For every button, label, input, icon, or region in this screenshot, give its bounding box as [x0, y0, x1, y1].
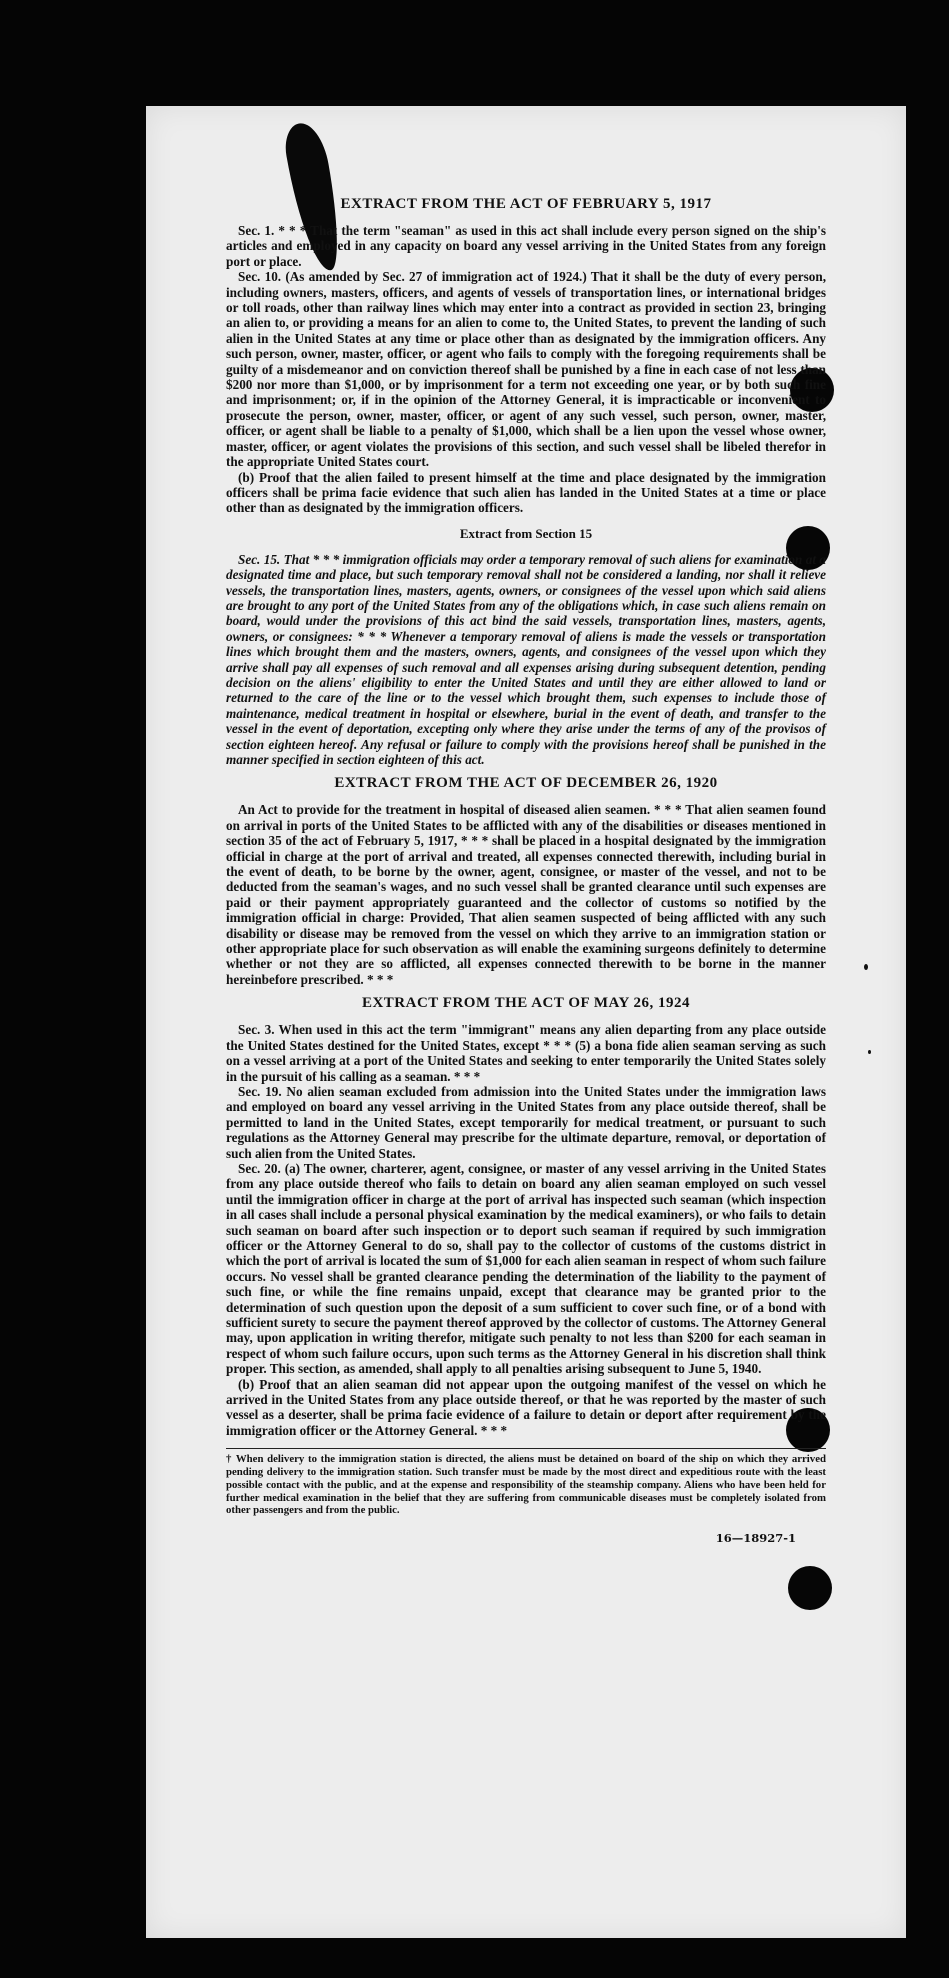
paragraph: (b) Proof that the alien failed to present himself at the time and place designated by the immigration officers shall be prima facie evidence that such alien has landed in the United States at a time or place other than as designated by the immigration officers. [226, 469, 826, 516]
section-act-1920 [226, 802, 826, 987]
paragraph: Sec. 1. * * * That the term "seaman" as used in this act shall include every person signed on the ship's articles and employed in any capacity on board any vessel arriving in the United States from any foreign port or place. [226, 223, 826, 269]
form-number: 16—18927-1 [715, 1531, 796, 1546]
section-15 [226, 552, 826, 768]
heading-act-1924: EXTRACT FROM THE ACT OF MAY 26, 1924 [361, 995, 691, 1012]
speck [864, 964, 868, 970]
paragraph: An Act to provide for the treatment in hospital of diseased alien seamen. * * * That alien seamen found on arrival in ports of the United States to be afflicted with any of the disabilities or diseases mentioned in section 35 of the act of February 5, 1917, * * * shall be placed in a hospital designated by the immigration official in charge at the port of arrival and treated, all expenses connected therewith, including burial in the event of death, to be borne by the owner, agent, consignee, or master of the vessel, and not to be deducted from the seaman's wages, and no such vessel shall be granted clearance until such expenses are paid or their payment appropriately guaranteed and the collector of customs so notified by the immigration official in charge: Provided, That alien seamen suspected of being afflicted with any such disability or disease may be removed from the vessel on which they arrive to an immigration station or other appropriate place for such observation as will enable the examining surgeons definitely to determine whether or not they are so afflicted, all expenses connected therewith to be borne in the manner hereinbefore prescribed. * * * [226, 802, 826, 987]
paragraph: Sec. 19. No alien seaman excluded from admission into the United States under the immigration laws and employed on board any vessel arriving in the United States from any place outside thereof, shall be permitted to land in the United States, except temporarily for medical treatment, or pursuant to such regulations as the Attorney General may prescribe for the ultimate departure, removal, or deportation of such alien from the United States. [226, 1083, 826, 1161]
heading-act-1917: EXTRACT FROM THE ACT OF FEBRUARY 5, 1917 [340, 196, 712, 212]
section-act-1917 [226, 223, 826, 516]
paragraph: Sec. 3. When used in this act the term "immigrant" means any alien departing from any place outside the United States destined for the United States, except * * * (5) a bona fide alien seaman serving as such on a vessel arriving at a port of the United States and seeking to enter temporarily the United States solely in the pursuit of his calling as a seaman. * * * [226, 1022, 826, 1084]
heading-section-15: Extract from Section 15 [459, 525, 593, 541]
paragraph: Sec. 20. (a) The owner, charterer, agent, consignee, or master of any vessel arriving in the United States from any place outside thereof who fails to detain on board any alien seaman employed on such vessel until the immigration officer in charge at the port of arrival has inspected such seaman (which inspection in all cases shall include a personal physical examination by the medical examiners), or who fails to detain such seaman on board after such inspection or to deport such seaman if required by such immigration officer or the Attorney General to do so, shall pay to the collector of customs of the customs district in which the port of arrival is located the sum of $1,000 for each alien seaman in respect of whom such failure occurs. No vessel shall be granted clearance pending the determination of the liability to the payment of such fine, or while the fine remains unpaid, except that clearance may be granted prior to the determination of such question upon the deposit of a sum sufficient to cover such fine, or of a bond with sufficient surety to secure the payment thereof approved by the collector of customs. The Attorney General may, upon application in writing therefor, mitigate such penalty to not less than $200 for each seaman in respect of whom such failure occurs, upon such terms as the Attorney General in his discretion shall think proper. This section, as amended, shall apply to all penalties arising subsequent to June 5, 1940. [226, 1160, 826, 1377]
paragraph: Sec. 15. That * * * immigration officials may order a temporary removal of such aliens for examination at a designated time and place, but such temporary removal shall not be considered a landing, nor shall it relieve vessels, the transportation lines, masters, agents, owners, or consignees of the vessel upon which said aliens are brought to any port of the United States from any of the obligations which, in case such aliens remain on board, would under the provisions of this act bind the said vessels, transportation lines, masters, agents, owners, or consignees: * * * Whenever a temporary removal of aliens is made the vessels or transportation lines which brought them and the masters, owners, agents, and consignees of the vessel upon which they arrive shall pay all expenses of such removal and all expenses arising during subsequent detention, pending decision on the aliens' eligibility to enter the United States and until they are either allowed to land or returned to the care of the line or to the vessel which brought them, such expenses to include those of maintenance, medical treatment in hospital or elsewhere, burial in the event of death, and transfer to the vessel in the event of deportation, excepting only where they arise under the terms of any of the provisos of section eighteen hereof. Any refusal or failure to comply with the provisions hereof shall be punished in the manner specified in section eighteen of this act. [226, 551, 826, 767]
document-body [226, 196, 826, 1545]
heading-act-1920: EXTRACT FROM THE ACT OF DECEMBER 26, 1920 [334, 775, 718, 792]
punch-hole [788, 1566, 832, 1610]
section-act-1924 [226, 1022, 826, 1438]
speck [868, 1050, 871, 1054]
paragraph: Sec. 10. (As amended by Sec. 27 of immigration act of 1924.) That it shall be the duty of every person, including owners, masters, officers, and agents of vessels of transportation lines, or international bridges or toll roads, other than railway lines which may enter into a contract as provided in section 23, bringing an alien to, or providing a means for an alien to come to, the United States, to prevent the landing of such alien in the United States at any time or place other than as designated by the immigration officers. Any such person, owner, master, officer, or agent who fails to comply with the foregoing requirements shall be guilty of a misdemeanor and on conviction thereof shall be punished by a fine in each case of not less than $200 nor more than $1,000, or by imprisonment for a term not exceeding one year, or by both such fine and imprisonment; or, if in the opinion of the Attorney General, it is impracticable or inconvenient to prosecute the person, owner, master, officer, or agent of any such vessel, such person, owner, master, officer, or agent shall be liable to a penalty of $1,000, which shall be a lien upon the vessel whose owner, master, officer, or agent violates the provisions of this section, and such vessel shall be libeled therefor in the appropriate United States court. [226, 269, 826, 470]
document-page [146, 106, 906, 1938]
paragraph: (b) Proof that an alien seaman did not appear upon the outgoing manifest of the vessel on which he arrived in the United States from any place outside thereof, or that he was reported by the master of such vessel as a deserter, shall be prima facie evidence of a failure to detain or deport after requirement by the immigration officer or the Attorney General. * * * [226, 1376, 826, 1438]
footnote: † When delivery to the immigration station is directed, the aliens must be detained on board of the ship on which they arrived pending delivery to the immigration station. Such transfer must be made by the most direct and expeditious route with the least possible contact with the public, and at the expense and responsibility of the steamship company. Aliens who have been held for further medical examination in the belief that they are suffering from communicable diseases must be completely isolated from other passengers and from the public. [226, 1448, 826, 1517]
